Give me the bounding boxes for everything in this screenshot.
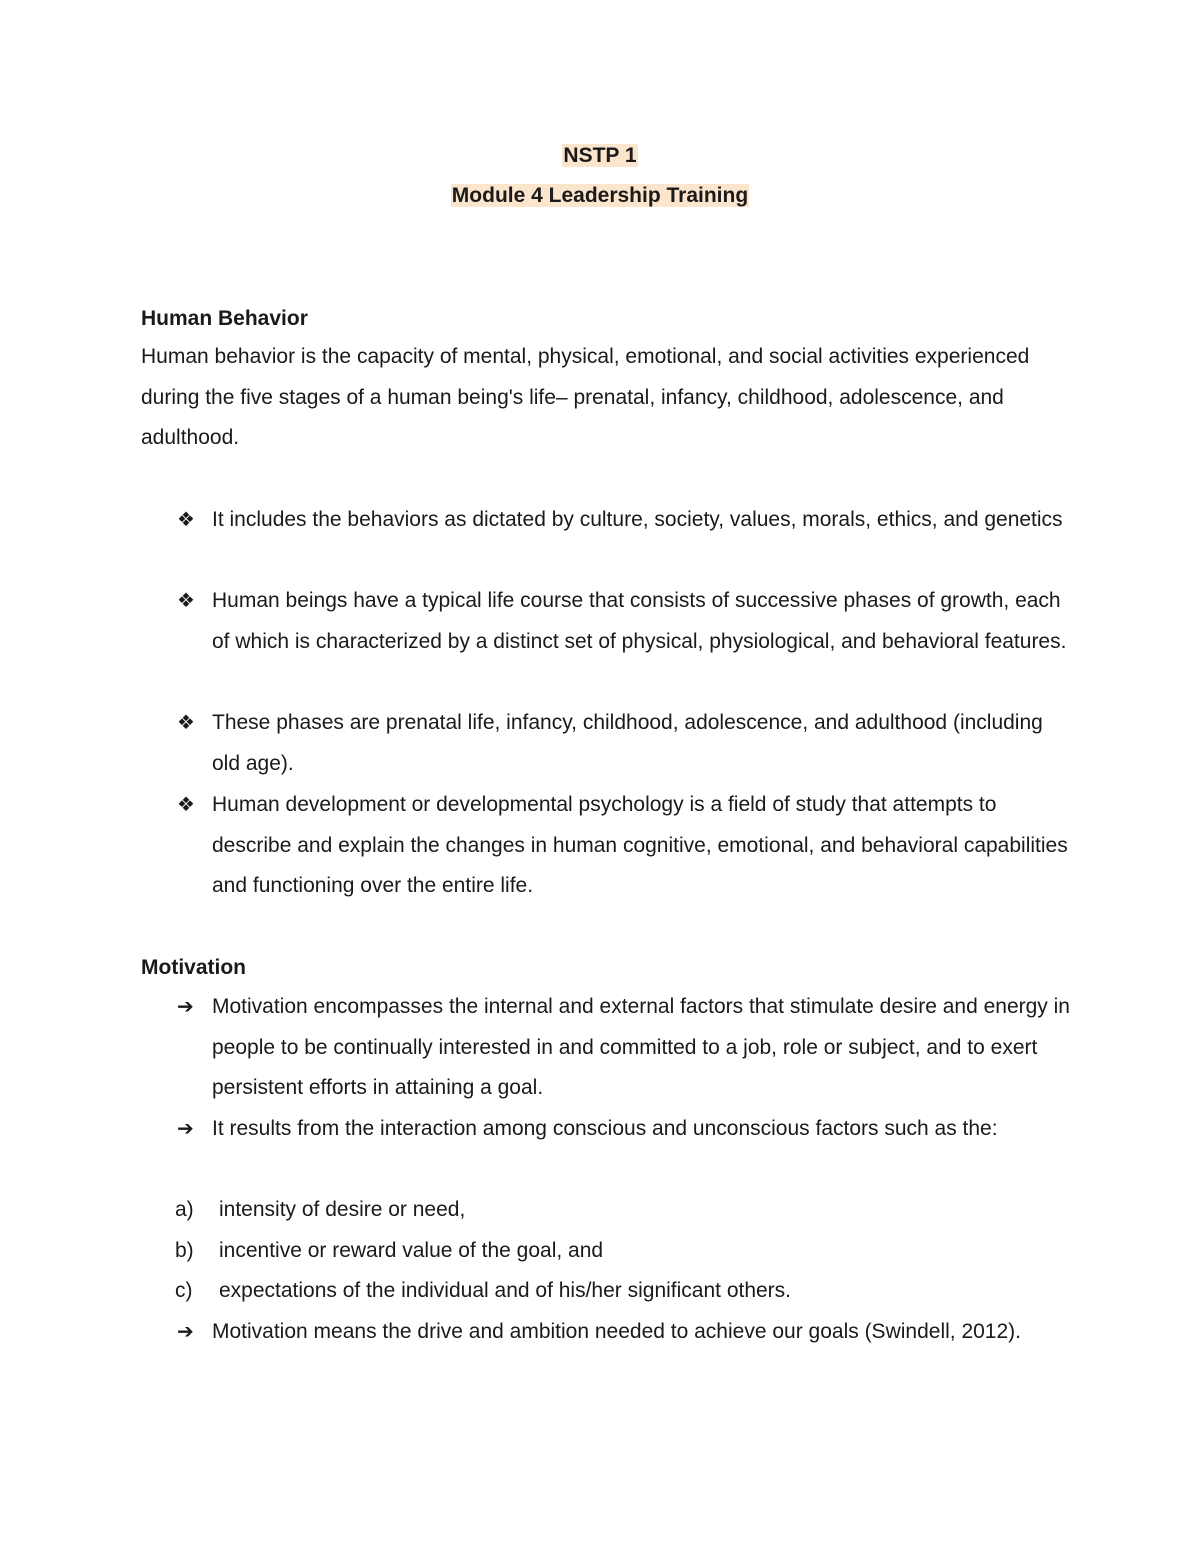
lettered-item: a) intensity of desire or need, [175, 1198, 466, 1221]
document-subtitle: Module 4 Leadership Training [451, 184, 749, 207]
section-heading-motivation: Motivation [141, 956, 246, 979]
diamond-bullet-icon: ❖ [177, 712, 195, 734]
human-behavior-intro: Human behavior is the capacity of mental, physical, emotional, and social activities experienced during the five stages of a human being's life– prenatal, infancy, childhood, adolescence, and adulthood. [141, 345, 1030, 450]
bullet-item: ❖ Human development or developmental psychology is a field of study that attempts to describe and explain the changes in human cognitive, emotional, and behavioral capabilities and functioning over the entire life. [141, 785, 1071, 907]
document-title: NSTP 1 [563, 144, 637, 167]
bullet-item: ❖ These phases are prenatal life, infancy, childhood, adolescence, and adulthood (including old age). [141, 703, 1071, 784]
diamond-bullet-icon: ❖ [177, 509, 195, 531]
diamond-bullet-icon: ❖ [177, 590, 195, 612]
section-heading-human-behavior: Human Behavior [141, 307, 308, 330]
lettered-item: c) expectations of the individual and of his/her significant others. [175, 1279, 792, 1302]
arrow-item: ➔ Motivation means the drive and ambition needed to achieve our goals (Swindell, 2012). [141, 1312, 1071, 1353]
arrow-bullet-icon: ➔ [177, 996, 194, 1018]
diamond-bullet-icon: ❖ [177, 794, 195, 816]
arrow-item: ➔ It results from the interaction among conscious and unconscious factors such as the: [141, 1109, 1071, 1150]
lettered-item: b) incentive or reward value of the goal, and [175, 1239, 604, 1262]
bullet-item: ❖ It includes the behaviors as dictated by culture, society, values, morals, ethics, and genetics [141, 500, 1071, 541]
arrow-bullet-icon: ➔ [177, 1321, 194, 1343]
bullet-item: ❖ Human beings have a typical life course that consists of successive phases of growth, each of which is characterized by a distinct set of physical, physiological, and behavioral features. [141, 581, 1071, 662]
arrow-bullet-icon: ➔ [177, 1118, 194, 1140]
arrow-item: ➔ Motivation encompasses the internal and external factors that stimulate desire and energy in people to be continually interested in and committed to a job, role or subject, and to exert persistent efforts in attaining a goal. [141, 987, 1071, 1109]
